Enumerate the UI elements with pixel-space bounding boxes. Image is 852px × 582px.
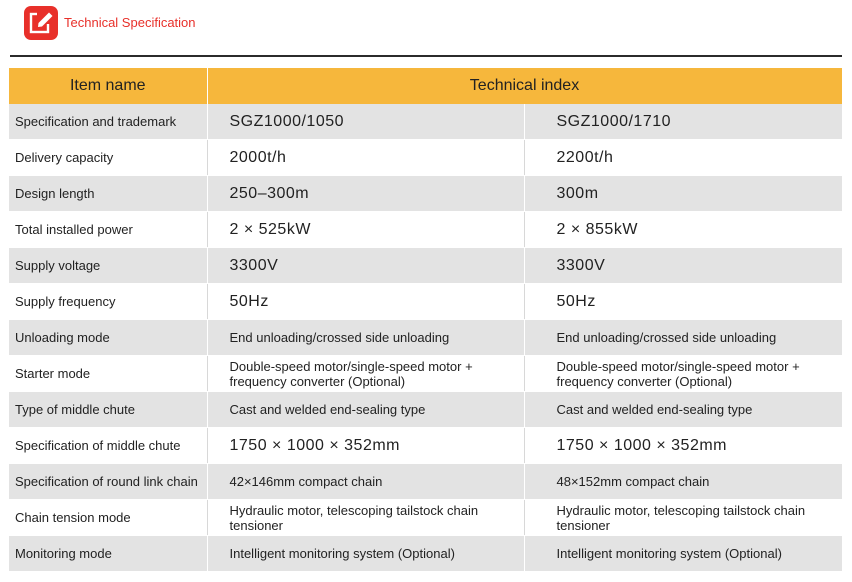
technical-index-cell: 50Hz <box>524 284 842 320</box>
item-name-cell: Type of middle chute <box>9 392 207 428</box>
technical-index-cell: Hydraulic motor, telescoping tailstock chain tensioner <box>524 500 842 536</box>
table-row <box>9 392 842 428</box>
table-row <box>9 104 842 140</box>
technical-index-cell: 50Hz <box>207 284 524 320</box>
table-row <box>9 320 842 356</box>
technical-index-cell: SGZ1000/1710 <box>524 104 842 140</box>
technical-index-cell: 250–300m <box>207 176 524 212</box>
technical-index-cell: 3300V <box>524 248 842 284</box>
table-row <box>9 284 842 320</box>
item-name-cell: Specification of middle chute <box>9 428 207 464</box>
table-row <box>9 176 842 212</box>
technical-index-cell: 300m <box>524 176 842 212</box>
technical-index-cell: 1750 × 1000 × 352mm <box>207 428 524 464</box>
table-row <box>9 356 842 392</box>
page-title: Technical Specification <box>64 15 196 30</box>
item-name-cell: Total installed power <box>9 212 207 248</box>
column-header-item-name: Item name <box>9 68 207 104</box>
item-name-cell: Specification of round link chain <box>9 464 207 500</box>
technical-index-cell: End unloading/crossed side unloading <box>524 320 842 356</box>
technical-index-cell: SGZ1000/1050 <box>207 104 524 140</box>
technical-index-cell: 1750 × 1000 × 352mm <box>524 428 842 464</box>
item-name-cell: Delivery capacity <box>9 140 207 176</box>
table-header-row <box>9 68 842 104</box>
technical-index-cell: 2000t/h <box>207 140 524 176</box>
table-row <box>9 428 842 464</box>
technical-index-cell: Cast and welded end-sealing type <box>524 392 842 428</box>
table-row <box>9 212 842 248</box>
technical-index-cell: Cast and welded end-sealing type <box>207 392 524 428</box>
technical-index-cell: 48×152mm compact chain <box>524 464 842 500</box>
item-name-cell: Supply voltage <box>9 248 207 284</box>
technical-index-cell: 42×146mm compact chain <box>207 464 524 500</box>
technical-index-cell: 2200t/h <box>524 140 842 176</box>
technical-index-cell: Intelligent monitoring system (Optional) <box>207 536 524 572</box>
technical-index-cell: End unloading/crossed side unloading <box>207 320 524 356</box>
header-divider <box>10 55 842 57</box>
table-row <box>9 500 842 536</box>
table-row <box>9 248 842 284</box>
spec-table <box>9 68 843 572</box>
technical-index-cell: Double-speed motor/single-speed motor + frequency converter (Optional) <box>524 356 842 392</box>
item-name-cell: Unloading mode <box>9 320 207 356</box>
technical-index-cell: Double-speed motor/single-speed motor + frequency converter (Optional) <box>207 356 524 392</box>
technical-index-cell: Intelligent monitoring system (Optional) <box>524 536 842 572</box>
technical-index-cell: 2 × 855kW <box>524 212 842 248</box>
item-name-cell: Design length <box>9 176 207 212</box>
section-header <box>0 0 852 56</box>
table-body <box>9 104 842 572</box>
item-name-cell: Chain tension mode <box>9 500 207 536</box>
technical-index-cell: 2 × 525kW <box>207 212 524 248</box>
column-header-technical-index: Technical index <box>207 68 842 104</box>
item-name-cell: Monitoring mode <box>9 536 207 572</box>
technical-index-cell: 3300V <box>207 248 524 284</box>
table-row <box>9 140 842 176</box>
technical-index-cell: Hydraulic motor, telescoping tailstock chain tensioner <box>207 500 524 536</box>
table-row <box>9 464 842 500</box>
item-name-cell: Specification and trademark <box>9 104 207 140</box>
edit-pencil-icon <box>24 6 58 40</box>
table-row <box>9 536 842 572</box>
item-name-cell: Starter mode <box>9 356 207 392</box>
item-name-cell: Supply frequency <box>9 284 207 320</box>
